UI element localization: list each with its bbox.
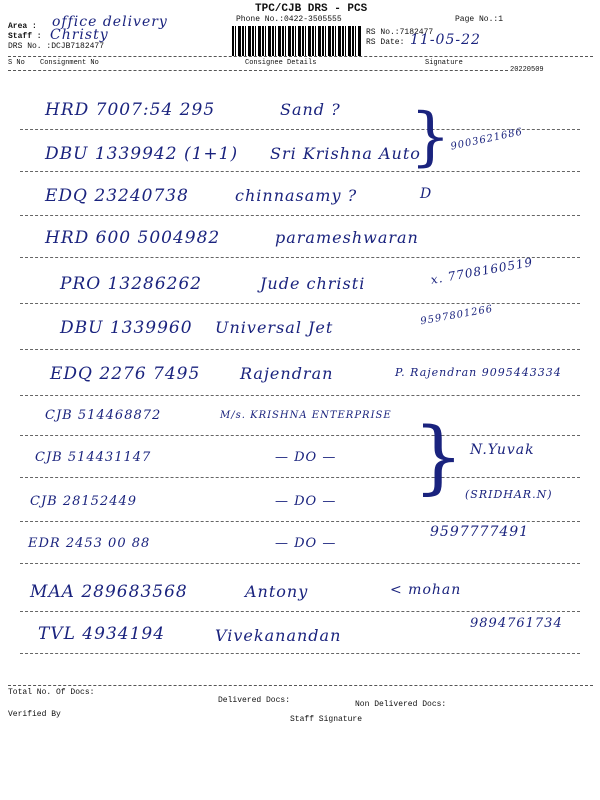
consignment-number: PRO 13286262: [60, 274, 203, 294]
list-item: [20, 226, 580, 264]
col-sno: S No: [8, 59, 25, 67]
row-divider: [20, 171, 580, 172]
page-number: Page No.:1: [455, 15, 504, 24]
row-divider: [20, 395, 580, 396]
list-item: [20, 184, 580, 222]
row-divider: [20, 477, 580, 478]
barcode: [232, 26, 362, 56]
consignee-name: — DO —: [275, 494, 337, 509]
phone-number: Phone No.:0422-3505555: [236, 15, 342, 24]
consignment-number: DBU 1339942 (1+1): [45, 144, 239, 164]
signature: D: [420, 186, 433, 202]
consignment-number: CJB 28152449: [30, 494, 138, 509]
consignment-number: TVL 4934194: [38, 624, 166, 644]
list-item: [20, 303, 580, 356]
consignee-name: Sand ?: [280, 100, 341, 119]
col-consignee: Consignee Details: [245, 59, 317, 67]
row-divider: [20, 611, 580, 612]
signature: 9597777491: [430, 524, 530, 540]
consignment-number: DBU 1339960: [60, 318, 193, 338]
list-item: [20, 524, 580, 570]
area-label: Area :: [8, 22, 37, 31]
document-title: TPC/CJB DRS - PCS: [255, 3, 368, 15]
footer-divider: [8, 685, 593, 686]
consignee-name: Sri Krishna Auto: [270, 144, 421, 163]
signature: (SRIDHAR.N): [465, 488, 553, 501]
consignment-number: EDR 2453 00 88: [28, 536, 151, 551]
row-divider: [20, 349, 580, 350]
staff-signature: Staff Signature: [290, 715, 363, 724]
consignee-name: Antony: [245, 582, 309, 601]
non-delivered-docs: Non Delivered Docs:: [355, 700, 447, 709]
area-value: office delivery: [52, 14, 168, 30]
consignment-number: EDQ 2276 7495: [50, 364, 201, 384]
row-divider: [20, 215, 580, 216]
drs-number: DRS No. :DCJB7182477: [8, 42, 105, 51]
signature: 9894761734: [470, 616, 563, 631]
consignment-number: HRD 7007:54 295: [45, 100, 216, 120]
signature: 9003621686: [449, 126, 524, 153]
consignment-number: MAA 289683568: [30, 582, 188, 602]
rs-date-label: RS Date:: [366, 38, 405, 47]
consignment-number: CJB 514468872: [45, 408, 162, 423]
consignee-name: M/s. KRISHNA ENTERPRISE: [220, 410, 392, 421]
group-brace: }: [413, 410, 464, 503]
group-brace: }: [410, 100, 451, 174]
signature: < mohan: [390, 582, 462, 598]
rs-date-value: 11-05-22: [410, 32, 481, 48]
list-item: [20, 442, 580, 484]
list-item: [20, 126, 580, 178]
list-item: [20, 98, 580, 136]
consignment-number: EDQ 23240738: [45, 186, 189, 206]
list-item: [20, 364, 580, 402]
consignee-name: — DO —: [275, 450, 337, 465]
row-divider: [20, 257, 580, 258]
signature: 9597801266: [419, 303, 495, 328]
verified-by: Verified By: [8, 710, 61, 719]
consignee-name: parameshwaran: [275, 228, 419, 247]
col-signature: Signature: [425, 59, 463, 67]
row-divider: [20, 129, 580, 130]
list-item: [20, 616, 580, 660]
col-consignment: Consignment No: [40, 59, 99, 67]
batch-number: 20220509: [510, 66, 544, 74]
staff-label: Staff :: [8, 32, 42, 41]
row-divider: [20, 563, 580, 564]
list-item: [20, 490, 580, 528]
rs-number: RS No.:7182477: [366, 28, 434, 37]
column-divider: [8, 70, 508, 71]
row-divider: [20, 521, 580, 522]
signature: x. 7708160519: [429, 255, 535, 287]
row-divider: [20, 435, 580, 436]
consignee-name: Jude christi: [260, 274, 366, 293]
signature: N.Yuvak: [470, 442, 535, 458]
consignee-name: chinnasamy ?: [235, 186, 358, 205]
total-docs: Total No. Of Docs:: [8, 688, 95, 697]
consignment-number: CJB 514431147: [35, 450, 152, 465]
row-divider: [20, 653, 580, 654]
consignee-name: Rajendran: [240, 364, 334, 383]
list-item: [20, 255, 580, 310]
consignment-number: HRD 600 5004982: [45, 228, 221, 248]
consignee-name: Universal Jet: [215, 318, 334, 337]
list-item: [20, 580, 580, 618]
consignee-name: — DO —: [275, 536, 337, 551]
row-divider: [20, 303, 580, 304]
header-divider: [8, 56, 593, 57]
signature: P. Rajendran 9095443334: [395, 366, 562, 379]
list-item: [20, 404, 580, 442]
staff-value: Christy: [50, 27, 109, 43]
delivered-docs: Delivered Docs:: [218, 696, 291, 705]
consignee-name: Vivekanandan: [215, 626, 342, 645]
